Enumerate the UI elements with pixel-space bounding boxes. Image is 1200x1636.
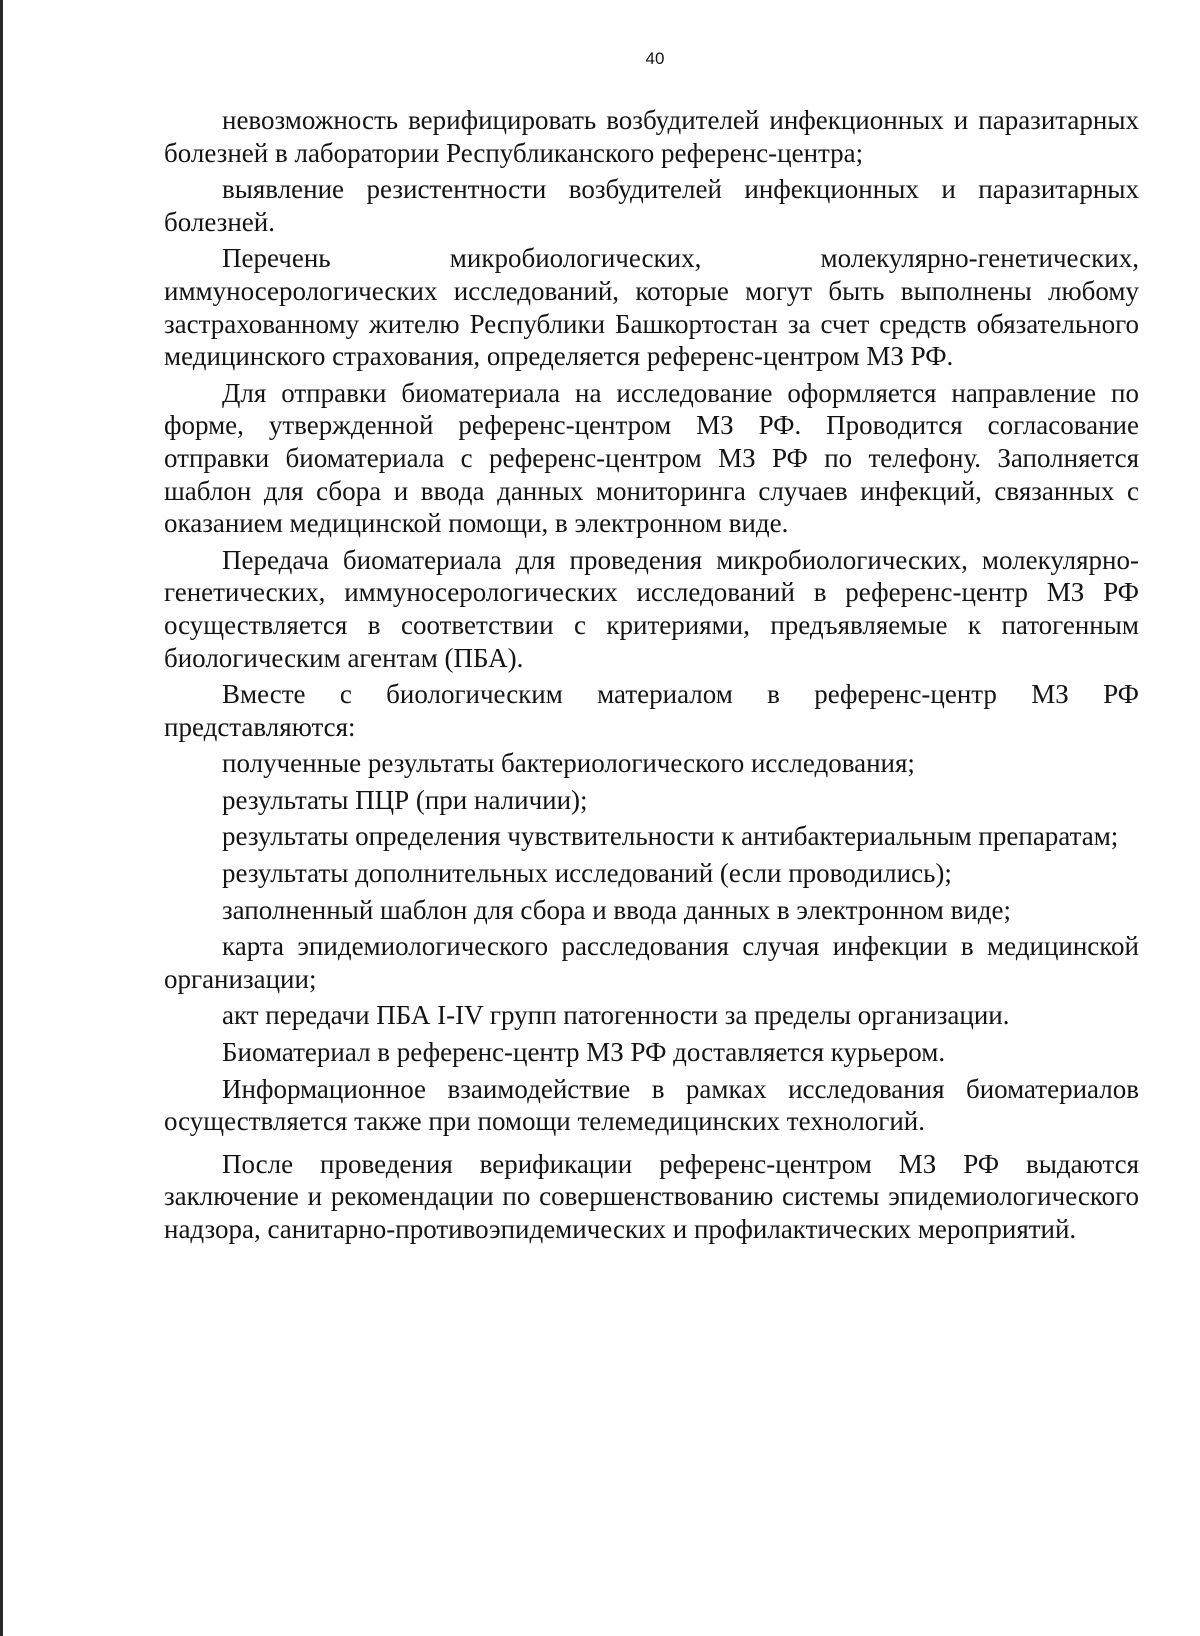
- paragraph-1: невозможность верифицировать возбудителей инфекционных и паразитарных болезней в лаборатории Республиканского референс-центра;: [164, 105, 1139, 168]
- paragraph-6: Вместе с биологическим материалом в референс-центр МЗ РФ представляются:: [164, 679, 1139, 742]
- list-item-2: результаты ПЦР (при наличии);: [222, 784, 588, 815]
- paragraph-5: Передача биоматериала для проведения микробиологических, молекулярно-генетических, иммуносерологических исследований в референс-центр МЗ РФ осуществляется в соответствии с критериями, предъявляемые к патогенным биологическим агентам (ПБА).: [164, 544, 1139, 673]
- paragraph-4: Для отправки биоматериала на исследование оформляется направление по форме, утвержденной референс-центром МЗ РФ. Проводится согласование отправки биоматериала с референс-центром МЗ РФ по телефону. Заполняется шаблон для сбора и ввода данных мониторинга случаев инфекций, связанных с оказанием медицинской помощи, в электронном виде.: [164, 377, 1139, 539]
- list-item-3: результаты определения чувствительности к антибактериальным препаратам;: [222, 821, 1119, 852]
- scan-edge: [0, 0, 3, 1636]
- paragraph-2: выявление резистентности возбудителей инфекционных и паразитарных болезней.: [164, 174, 1139, 237]
- paragraph-9: После проведения верификации референс-центром МЗ РФ выдаются заключение и рекомендации по совершенствованию системы эпидемиологического надзора, санитарно-противоэпидемических и профилактических мероприятий.: [164, 1148, 1139, 1244]
- list-item-6: карта эпидемиологического расследования случая инфекции в медицинской организации;: [164, 931, 1139, 994]
- page-number: 40: [645, 49, 665, 68]
- document-body: [164, 104, 1139, 1250]
- list-item-7: акт передачи ПБА I-IV групп патогенности за пределы организации.: [222, 1000, 1010, 1031]
- paragraph-3: Перечень микробиологических, молекулярно-генетических, иммуносерологических исследований, которые могут быть выполнены любому застрахованному жителю Республики Башкортостан за счет средств обязательного медицинского страхования, определяется референс-центром МЗ РФ.: [164, 243, 1139, 372]
- list-item-1: полученные результаты бактериологического исследования;: [222, 748, 915, 779]
- paragraph-7: Биоматериал в референс-центр МЗ РФ доставляется курьером.: [222, 1037, 946, 1068]
- paragraph-8: Информационное взаимодействие в рамках исследования биоматериалов осуществляется также при помощи телемедицинских технологий.: [164, 1073, 1139, 1137]
- list-item-4: результаты дополнительных исследований (если проводились);: [222, 858, 952, 889]
- list-item-5: заполненный шаблон для сбора и ввода данных в электронном виде;: [222, 894, 1012, 925]
